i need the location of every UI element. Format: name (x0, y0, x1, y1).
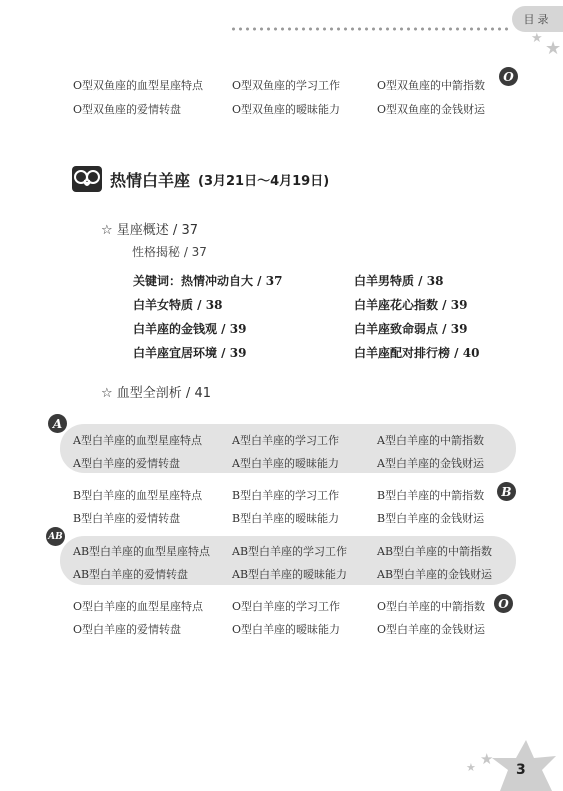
list-item: O型白羊座的血型星座特点 (73, 600, 204, 613)
blood-type-badge: B (497, 482, 516, 501)
top-dotted-rule (230, 27, 510, 31)
list-item: AB型白羊座的爱情转盘 (73, 568, 189, 581)
list-item: O型白羊座的暧昧能力 (232, 623, 341, 636)
blood-type-badge: O (494, 594, 513, 613)
list-item: B型白羊座的爱情转盘 (73, 512, 181, 525)
section-date-range: (3月21日～4月19日) (198, 173, 330, 189)
list-item: O型白羊座的学习工作 (232, 600, 341, 613)
list-item: A型白羊座的金钱财运 (377, 457, 484, 470)
toc-heading-label: 星座概述 / 37 (116, 223, 198, 238)
list-item: O型白羊座的金钱财运 (377, 623, 486, 636)
list-item: AB型白羊座的金钱财运 (377, 568, 493, 581)
list-item: O型双鱼座的学习工作 (232, 79, 341, 92)
toc-subheading[interactable]: 性格揭秘 / 37 (132, 245, 207, 259)
list-item: O型白羊座的爱情转盘 (73, 623, 182, 636)
star-icon: ★ (480, 750, 494, 768)
list-item: AB型白羊座的学习工作 (232, 545, 348, 558)
list-item: O型白羊座的中箭指数 (377, 600, 486, 613)
list-item: B型白羊座的暧昧能力 (232, 512, 340, 525)
toc-entry[interactable]: 白羊座花心指数 / 39 (354, 298, 468, 312)
toc-tab[interactable] (512, 6, 563, 32)
list-item: AB型白羊座的血型星座特点 (73, 545, 211, 558)
list-item: B型白羊座的中箭指数 (377, 489, 485, 502)
list-item: O型双鱼座的中箭指数 (377, 79, 486, 92)
list-item: B型白羊座的金钱财运 (377, 512, 485, 525)
star-icon: ★ (531, 31, 543, 46)
toc-entry[interactable]: 白羊座的金钱观 / 39 (133, 322, 247, 336)
list-item: AB型白羊座的暧昧能力 (232, 568, 348, 581)
list-item: B型白羊座的学习工作 (232, 489, 340, 502)
list-item: AB型白羊座的中箭指数 (377, 545, 493, 558)
toc-entry[interactable]: 白羊座致命弱点 / 39 (354, 322, 468, 336)
toc-entry[interactable]: 关键词：热情冲动自大 / 37 (133, 274, 283, 288)
toc-entry[interactable]: 白羊女特质 / 38 (133, 298, 223, 312)
page-number: 3 (516, 762, 526, 778)
toc-label: 目录 (523, 13, 552, 26)
star-icon: ★ (545, 38, 562, 59)
toc-heading-label: 血型全剖析 / 41 (116, 386, 211, 401)
blood-type-badge: AB (46, 527, 65, 546)
toc-entry[interactable]: 白羊座配对排行榜 / 40 (354, 346, 480, 360)
list-item: A型白羊座的爱情转盘 (73, 457, 180, 470)
section-title-text: 热情白羊座 (110, 170, 191, 190)
toc-entry[interactable]: 白羊座宜居环境 / 39 (133, 346, 247, 360)
blood-type-badge: A (48, 414, 67, 433)
aries-ram-icon (72, 166, 102, 192)
star-icon: ★ (466, 761, 476, 774)
star-outline-icon: ☆ (101, 223, 113, 238)
star-outline-icon: ☆ (101, 386, 113, 401)
list-item: A型白羊座的血型星座特点 (73, 434, 202, 447)
list-item: A型白羊座的暧昧能力 (232, 457, 339, 470)
toc-heading-blood[interactable] (101, 382, 211, 401)
list-item: A型白羊座的中箭指数 (377, 434, 484, 447)
list-item: B型白羊座的血型星座特点 (73, 489, 203, 502)
toc-heading-overview[interactable] (101, 219, 198, 238)
list-item: O型双鱼座的爱情转盘 (73, 103, 182, 116)
toc-entry[interactable]: 白羊男特质 / 38 (354, 274, 444, 288)
blood-type-badge: O (499, 67, 518, 86)
section-title (72, 166, 329, 192)
list-item: O型双鱼座的金钱财运 (377, 103, 486, 116)
list-item: O型双鱼座的暧昧能力 (232, 103, 341, 116)
list-item: A型白羊座的学习工作 (232, 434, 339, 447)
list-item: O型双鱼座的血型星座特点 (73, 79, 204, 92)
